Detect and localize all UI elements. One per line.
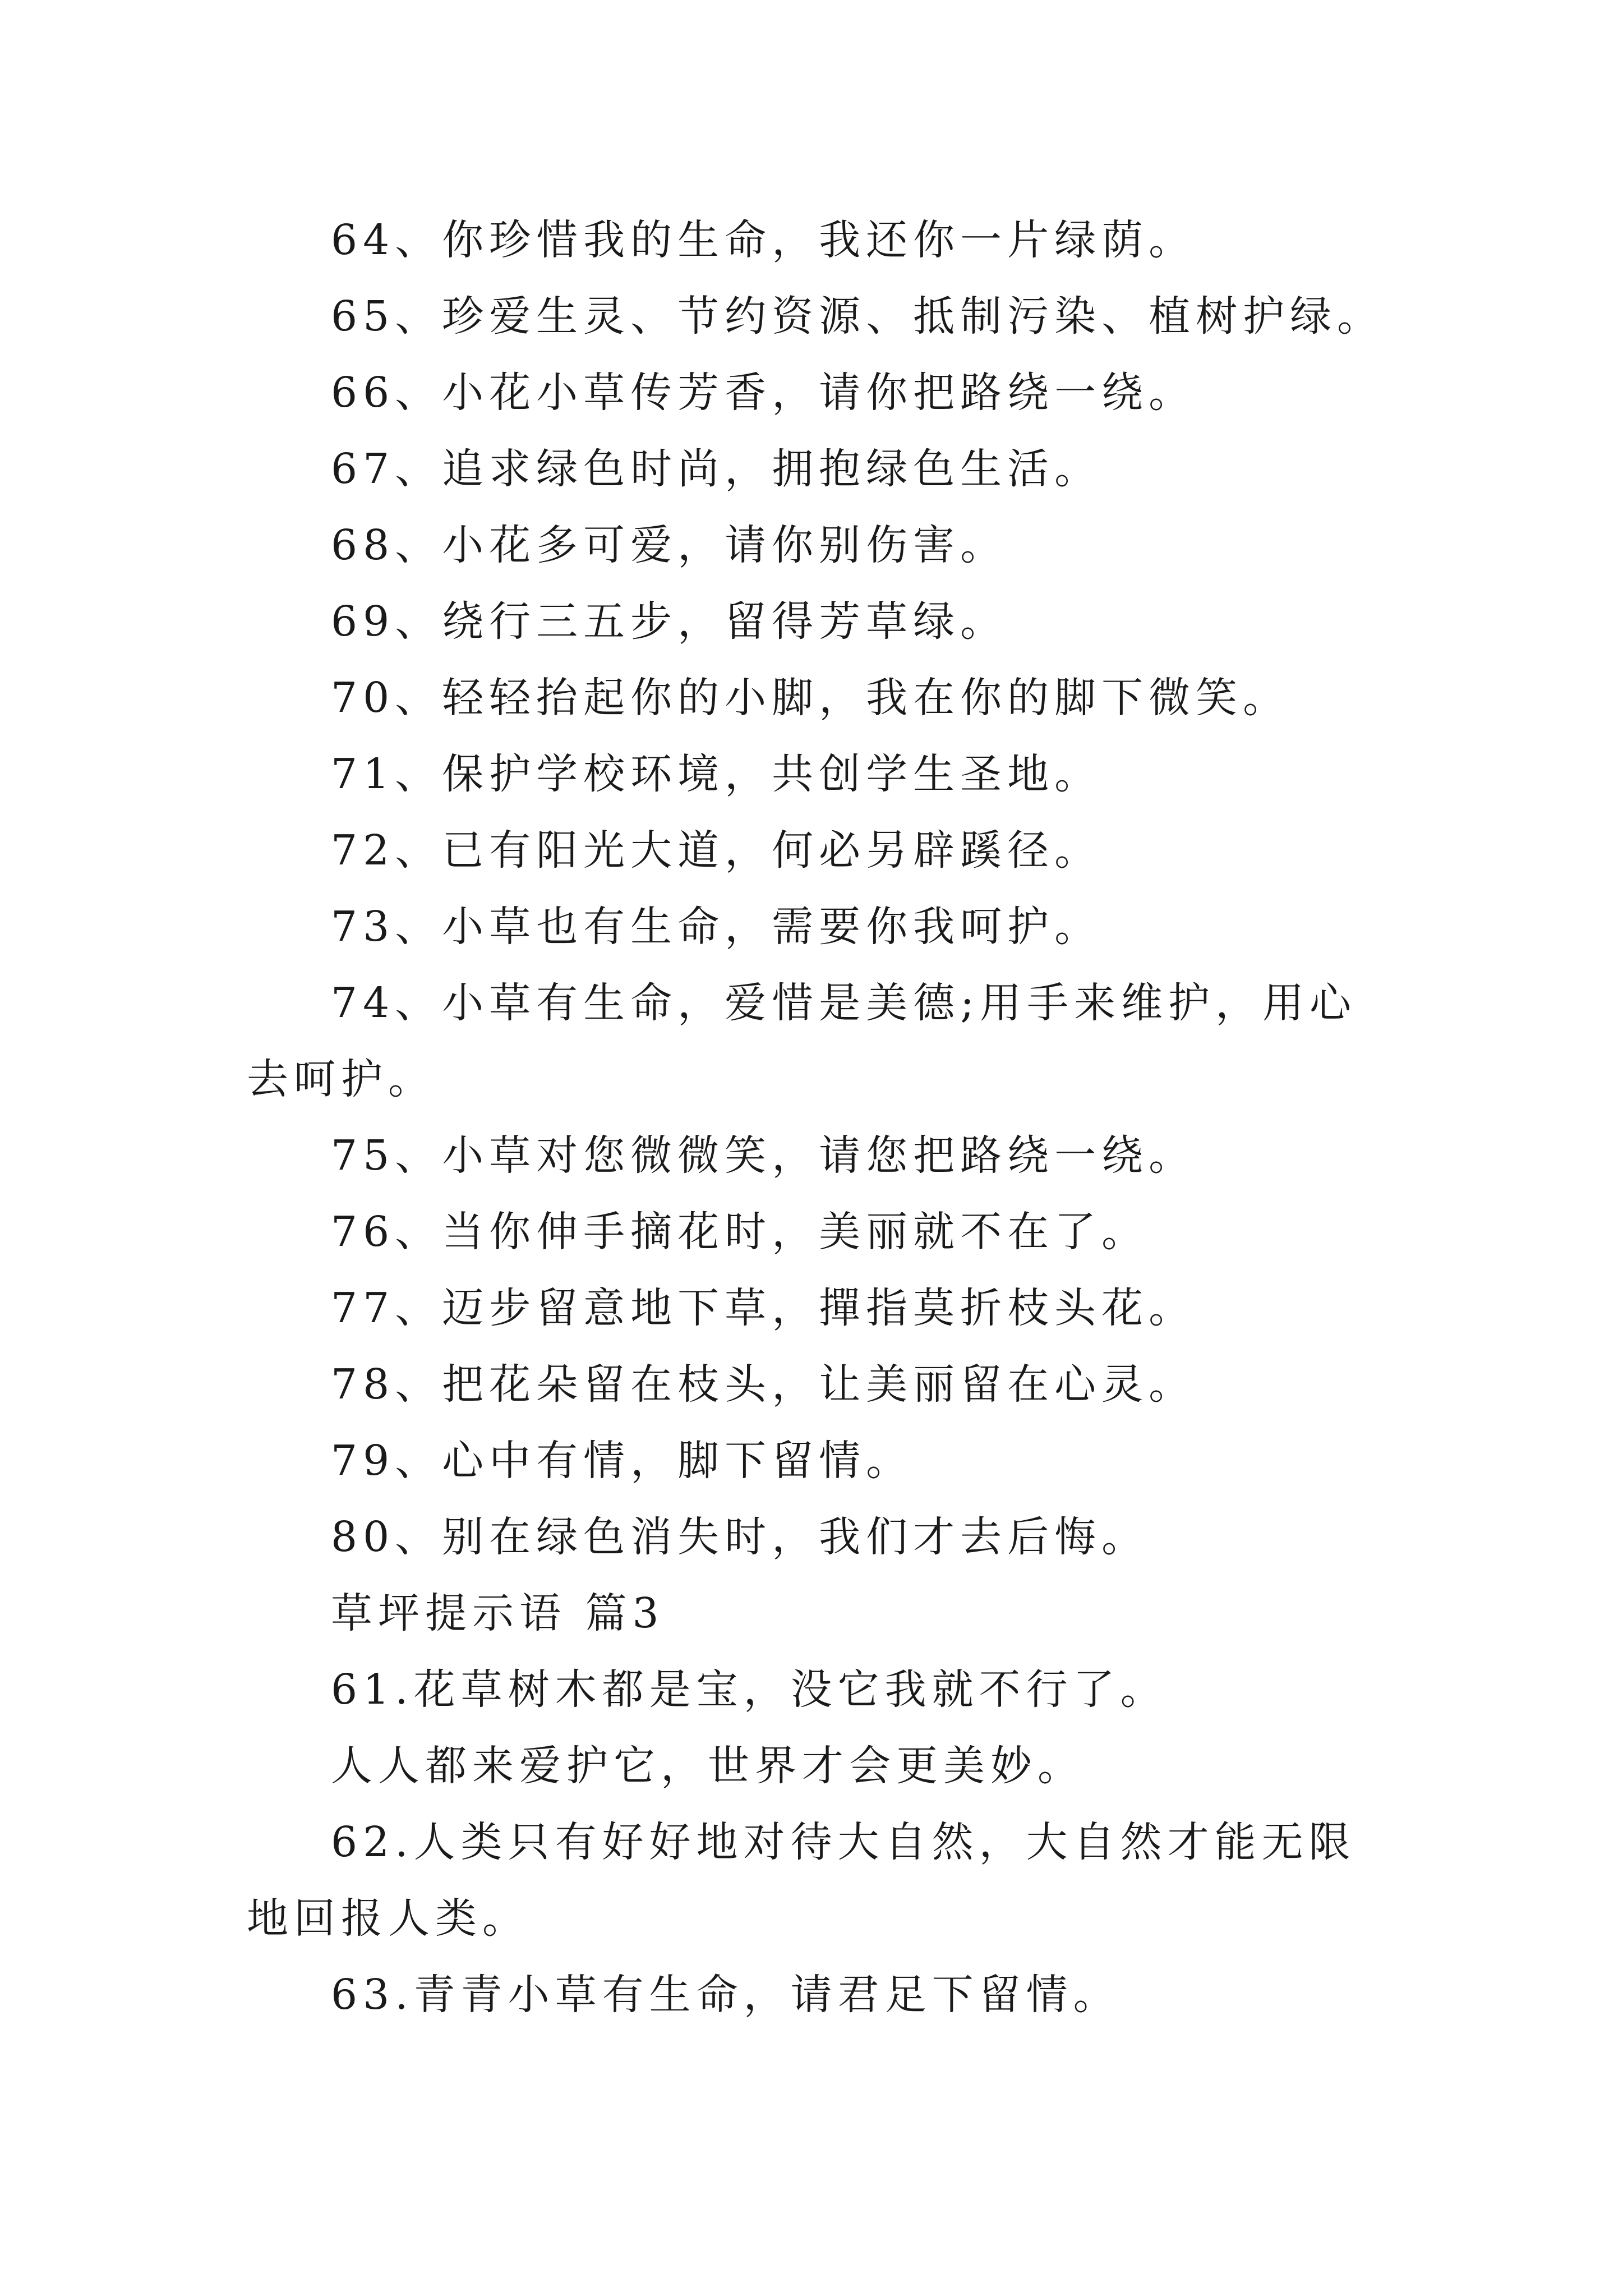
paragraph-69: 69、绕行三五步，留得芳草绿。 [331,597,1008,646]
document-body [247,202,1391,2033]
paragraph-72: 72、已有阳光大道，何必另辟蹊径。 [331,826,1102,875]
paragraph-73: 73、小草也有生命，需要你我呵护。 [331,903,1102,951]
paragraph-76: 76、当你伸手摘花时，美丽就不在了。 [331,1208,1149,1256]
paragraph-66: 66、小花小草传芳香，请你把路绕一绕。 [331,369,1196,417]
paragraph-79: 79、心中有情，脚下留情。 [331,1437,914,1485]
paragraph-71: 71、保护学校环境，共创学生圣地。 [331,750,1102,798]
paragraph-65: 65、珍爱生灵、节约资源、抵制污染、植树护绿。 [331,292,1385,341]
paragraph-80: 80、别在绿色消失时，我们才去后悔。 [331,1513,1149,1561]
section-heading: 草坪提示语 篇3 [331,1589,665,1637]
paragraph-75: 75、小草对您微微笑，请您把路绕一绕。 [331,1131,1196,1180]
paragraph-67: 67、追求绿色时尚，拥抱绿色生活。 [331,445,1102,493]
paragraph-64: 64、你珍惜我的生命，我还你一片绿荫。 [331,216,1196,264]
paragraph-68: 68、小花多可爱，请你别伤害。 [331,521,1008,569]
paragraph-61-continued: 人人都来爱护它，世界才会更美妙。 [331,1742,1085,1790]
paragraph-63: 63.青青小草有生命，请君足下留情。 [331,1971,1121,2019]
paragraph-70: 70、轻轻抬起你的小脚，我在你的脚下微笑。 [331,674,1290,722]
paragraph-74: 74、小草有生命，爱惜是美德;用手来维护，用心去呵护。 [247,979,1357,1103]
paragraph-78: 78、把花朵留在枝头，让美丽留在心灵。 [331,1360,1196,1409]
paragraph-77: 77、迈步留意地下草，撣指莫折枝头花。 [331,1284,1196,1332]
paragraph-62: 62.人类只有好好地对待大自然，大自然才能无限地回报人类。 [247,1818,1356,1943]
paragraph-61: 61.花草树木都是宝，没它我就不行了。 [331,1665,1168,1714]
